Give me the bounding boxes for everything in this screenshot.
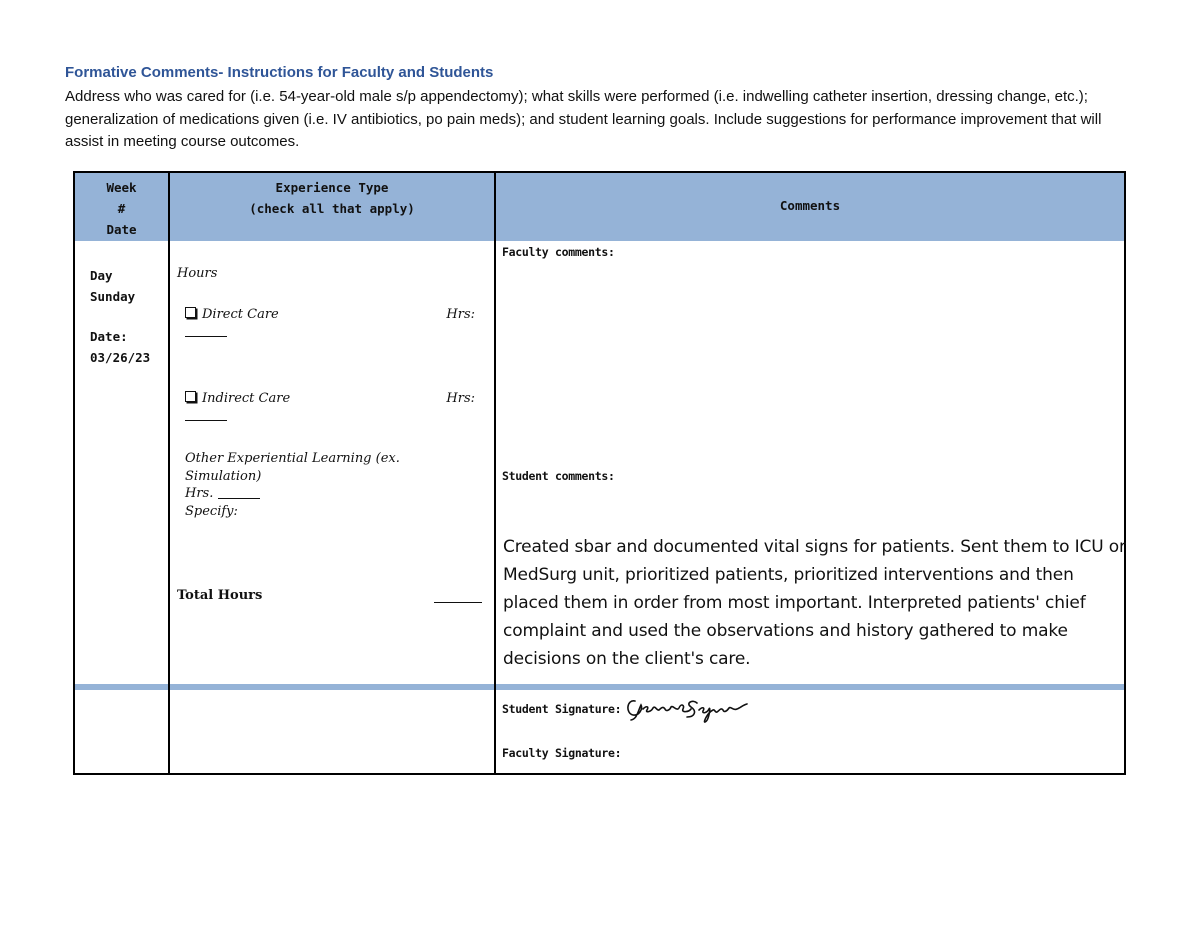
indirect-care-hrs-blank[interactable] (185, 408, 227, 421)
header-experience-cell (170, 177, 494, 219)
day-value: Sunday (90, 288, 136, 304)
week-date-cell (90, 266, 150, 368)
total-hours-blank[interactable] (434, 602, 482, 603)
indirect-care-row (185, 391, 485, 421)
other-hrs-row (185, 485, 425, 503)
total-hours-label: Total Hours (177, 588, 263, 603)
comments-table (73, 171, 1126, 775)
instructions-paragraph: Address who was cared for (i.e. 54-year-old male s/p appendectomy); what skills were performed (i.e. indwelling catheter insertion, dressing change, etc.); generalization of medications given (i.e. IV antibiotics, po pain meds); and student learning goals. Include suggestions for performance improvement that will assist in meeting course outcomes. (65, 88, 1102, 150)
column-divider-1 (168, 173, 170, 773)
hours-label: Hours (177, 266, 218, 281)
indirect-care-label: Indirect Care (202, 391, 291, 406)
other-hrs-label: Hrs. (185, 486, 214, 501)
direct-care-label: Direct Care (202, 307, 279, 322)
header-experience-label: Experience Type (275, 180, 389, 195)
header-week-label: Week (106, 180, 137, 195)
student-signature-image (623, 693, 753, 723)
other-learning-label-2: Simulation) (185, 468, 262, 484)
date-value: 03/26/23 (90, 349, 151, 365)
other-learning-label-1: Other Experiential Learning (ex. (185, 451, 400, 466)
faculty-signature-label: Faculty Signature: (502, 746, 622, 760)
form-heading: Formative Comments- Instructions for Faculty and Students (65, 64, 494, 81)
student-comments-text: Created sbar and documented vital signs for patients. Sent them to ICU or MedSurg unit, prioritized patients, prioritized interventions and then placed them in order from most important. Interpreted patients' chief complaint and used the observations and history gathered to make decisions on the client's care. (503, 537, 1126, 669)
indirect-care-hrs-label: Hrs: (446, 391, 475, 406)
column-divider-2 (494, 173, 496, 773)
header-comments-label: Comments (779, 198, 841, 213)
direct-care-checkbox[interactable] (185, 307, 196, 318)
student-comments-label: Student comments: (502, 469, 615, 483)
other-hrs-blank[interactable] (218, 486, 260, 499)
faculty-comments-label: Faculty comments: (502, 245, 615, 259)
header-experience-hint: (check all that apply) (249, 201, 415, 216)
header-date-label: Date (106, 222, 137, 237)
day-label: Day (90, 268, 113, 283)
student-signature-label: Student Signature: (502, 702, 622, 716)
section-divider-band (75, 684, 1124, 690)
direct-care-row (185, 307, 485, 337)
date-label: Date: (90, 329, 128, 344)
other-learning-block (185, 450, 425, 520)
indirect-care-checkbox[interactable] (185, 391, 196, 402)
direct-care-hrs-label: Hrs: (446, 307, 475, 322)
direct-care-hrs-blank[interactable] (185, 324, 227, 337)
header-week-cell (75, 177, 168, 240)
specify-label: Specify: (185, 503, 238, 519)
header-number-label: # (117, 201, 126, 216)
